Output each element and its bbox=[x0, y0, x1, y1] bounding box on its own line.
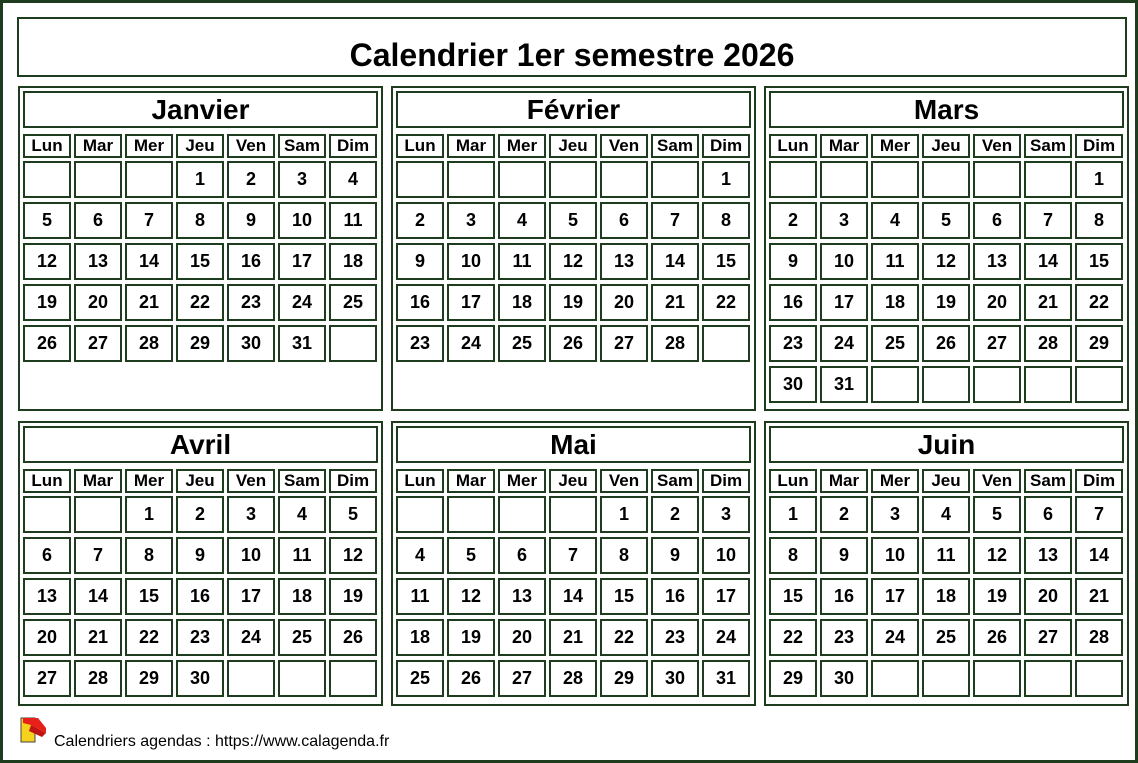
day-cell: 27 bbox=[74, 325, 122, 362]
day-cell: 26 bbox=[329, 619, 377, 656]
empty-day-cell bbox=[23, 496, 71, 533]
day-cell: 20 bbox=[973, 284, 1021, 321]
empty-day-cell bbox=[871, 660, 919, 697]
empty-day-cell bbox=[820, 161, 868, 198]
empty-day-cell bbox=[498, 496, 546, 533]
day-cell: 13 bbox=[23, 578, 71, 615]
weekday-header: Sam bbox=[278, 469, 326, 493]
day-cell: 17 bbox=[702, 578, 750, 615]
day-cell: 9 bbox=[651, 537, 699, 574]
month-name: Avril bbox=[23, 426, 378, 463]
day-cell: 7 bbox=[74, 537, 122, 574]
month-name: Juin bbox=[769, 426, 1124, 463]
day-cell: 17 bbox=[278, 243, 326, 280]
empty-day-cell bbox=[871, 161, 919, 198]
day-cell: 1 bbox=[176, 161, 224, 198]
day-cell: 14 bbox=[549, 578, 597, 615]
day-cell: 3 bbox=[227, 496, 275, 533]
day-cell: 6 bbox=[973, 202, 1021, 239]
day-cell: 1 bbox=[1075, 161, 1123, 198]
empty-day-cell bbox=[922, 366, 970, 403]
weekday-header: Dim bbox=[1075, 134, 1123, 158]
day-cell: 10 bbox=[447, 243, 495, 280]
day-cell: 5 bbox=[973, 496, 1021, 533]
day-cell: 7 bbox=[1075, 496, 1123, 533]
weekday-header: Lun bbox=[769, 134, 817, 158]
day-cell: 13 bbox=[1024, 537, 1072, 574]
day-cell: 5 bbox=[23, 202, 71, 239]
day-cell: 24 bbox=[820, 325, 868, 362]
weekday-header: Lun bbox=[23, 134, 71, 158]
day-cell: 13 bbox=[498, 578, 546, 615]
day-cell: 31 bbox=[702, 660, 750, 697]
day-cell: 27 bbox=[498, 660, 546, 697]
weekday-header: Dim bbox=[329, 469, 377, 493]
day-cell: 24 bbox=[871, 619, 919, 656]
weekday-header: Mar bbox=[820, 134, 868, 158]
weekday-header: Lun bbox=[23, 469, 71, 493]
month-1 bbox=[391, 86, 756, 411]
weekday-header: Jeu bbox=[922, 134, 970, 158]
day-cell: 24 bbox=[447, 325, 495, 362]
day-cell: 19 bbox=[23, 284, 71, 321]
empty-day-cell bbox=[125, 161, 173, 198]
month-2 bbox=[764, 86, 1129, 411]
day-cell: 10 bbox=[820, 243, 868, 280]
day-cell: 12 bbox=[329, 537, 377, 574]
day-cell: 8 bbox=[1075, 202, 1123, 239]
day-cell: 19 bbox=[922, 284, 970, 321]
day-cell: 8 bbox=[600, 537, 648, 574]
empty-day-cell bbox=[1075, 660, 1123, 697]
month-name: Mars bbox=[769, 91, 1124, 128]
weekday-header: Jeu bbox=[922, 469, 970, 493]
day-cell: 14 bbox=[1075, 537, 1123, 574]
day-cell: 10 bbox=[871, 537, 919, 574]
day-cell: 9 bbox=[176, 537, 224, 574]
empty-day-cell bbox=[23, 161, 71, 198]
day-cell: 6 bbox=[600, 202, 648, 239]
day-cell: 27 bbox=[600, 325, 648, 362]
day-cell: 24 bbox=[702, 619, 750, 656]
day-cell: 2 bbox=[396, 202, 444, 239]
day-cell: 11 bbox=[396, 578, 444, 615]
day-cell: 10 bbox=[702, 537, 750, 574]
month-name: Mai bbox=[396, 426, 751, 463]
day-cell: 5 bbox=[447, 537, 495, 574]
day-cell: 20 bbox=[74, 284, 122, 321]
day-cell: 8 bbox=[176, 202, 224, 239]
weekday-header: Jeu bbox=[176, 134, 224, 158]
day-cell: 11 bbox=[498, 243, 546, 280]
weekday-header: Dim bbox=[329, 134, 377, 158]
day-cell: 15 bbox=[600, 578, 648, 615]
weekday-header: Sam bbox=[1024, 134, 1072, 158]
weekday-header: Mar bbox=[447, 134, 495, 158]
day-cell: 19 bbox=[329, 578, 377, 615]
day-cell: 23 bbox=[176, 619, 224, 656]
day-cell: 25 bbox=[329, 284, 377, 321]
day-cell: 8 bbox=[125, 537, 173, 574]
day-cell: 29 bbox=[769, 660, 817, 697]
day-cell: 20 bbox=[498, 619, 546, 656]
day-cell: 8 bbox=[702, 202, 750, 239]
day-cell: 12 bbox=[922, 243, 970, 280]
weekday-header: Dim bbox=[702, 469, 750, 493]
weekday-header: Jeu bbox=[176, 469, 224, 493]
day-cell: 17 bbox=[871, 578, 919, 615]
day-cell: 19 bbox=[973, 578, 1021, 615]
day-cell: 13 bbox=[973, 243, 1021, 280]
footer-credit: Calendriers agendas : https://www.calagenda.fr bbox=[54, 733, 390, 750]
weekday-header: Sam bbox=[651, 469, 699, 493]
day-cell: 21 bbox=[74, 619, 122, 656]
weekday-header: Mer bbox=[125, 134, 173, 158]
day-cell: 24 bbox=[278, 284, 326, 321]
day-cell: 11 bbox=[871, 243, 919, 280]
day-cell: 31 bbox=[278, 325, 326, 362]
day-cell: 10 bbox=[227, 537, 275, 574]
day-cell: 4 bbox=[922, 496, 970, 533]
weekday-header: Mer bbox=[871, 134, 919, 158]
day-cell: 14 bbox=[1024, 243, 1072, 280]
day-cell: 14 bbox=[74, 578, 122, 615]
day-cell: 14 bbox=[651, 243, 699, 280]
day-cell: 17 bbox=[227, 578, 275, 615]
day-cell: 3 bbox=[820, 202, 868, 239]
month-3 bbox=[18, 421, 383, 706]
day-cell: 21 bbox=[1024, 284, 1072, 321]
weekday-header: Lun bbox=[396, 469, 444, 493]
day-cell: 22 bbox=[600, 619, 648, 656]
day-cell: 19 bbox=[447, 619, 495, 656]
day-cell: 21 bbox=[1075, 578, 1123, 615]
day-cell: 6 bbox=[74, 202, 122, 239]
day-cell: 20 bbox=[600, 284, 648, 321]
day-cell: 29 bbox=[176, 325, 224, 362]
day-cell: 5 bbox=[329, 496, 377, 533]
day-cell: 16 bbox=[820, 578, 868, 615]
weekday-header: Ven bbox=[600, 134, 648, 158]
weekday-header: Dim bbox=[1075, 469, 1123, 493]
day-cell: 9 bbox=[227, 202, 275, 239]
weekday-header: Lun bbox=[769, 469, 817, 493]
day-cell: 15 bbox=[1075, 243, 1123, 280]
day-cell: 26 bbox=[922, 325, 970, 362]
day-cell: 31 bbox=[820, 366, 868, 403]
day-cell: 24 bbox=[227, 619, 275, 656]
day-cell: 30 bbox=[227, 325, 275, 362]
empty-day-cell bbox=[227, 660, 275, 697]
day-cell: 29 bbox=[1075, 325, 1123, 362]
empty-day-cell bbox=[498, 161, 546, 198]
day-cell: 7 bbox=[549, 537, 597, 574]
day-cell: 6 bbox=[23, 537, 71, 574]
day-cell: 18 bbox=[498, 284, 546, 321]
day-cell: 10 bbox=[278, 202, 326, 239]
empty-day-cell bbox=[1024, 366, 1072, 403]
day-cell: 3 bbox=[702, 496, 750, 533]
day-cell: 30 bbox=[651, 660, 699, 697]
weekday-header: Mer bbox=[871, 469, 919, 493]
day-cell: 21 bbox=[549, 619, 597, 656]
day-cell: 12 bbox=[23, 243, 71, 280]
day-cell: 16 bbox=[176, 578, 224, 615]
weekday-header: Ven bbox=[227, 134, 275, 158]
empty-day-cell bbox=[973, 660, 1021, 697]
weekday-header: Sam bbox=[278, 134, 326, 158]
empty-day-cell bbox=[396, 161, 444, 198]
day-cell: 12 bbox=[447, 578, 495, 615]
day-cell: 21 bbox=[125, 284, 173, 321]
weekday-header: Jeu bbox=[549, 134, 597, 158]
day-cell: 26 bbox=[973, 619, 1021, 656]
weekday-header: Sam bbox=[1024, 469, 1072, 493]
empty-day-cell bbox=[1024, 161, 1072, 198]
day-cell: 1 bbox=[125, 496, 173, 533]
day-cell: 23 bbox=[396, 325, 444, 362]
day-cell: 3 bbox=[871, 496, 919, 533]
empty-day-cell bbox=[922, 161, 970, 198]
day-cell: 1 bbox=[702, 161, 750, 198]
day-cell: 9 bbox=[769, 243, 817, 280]
page-title: Calendrier 1er semestre 2026 bbox=[349, 37, 795, 73]
weekday-header: Mer bbox=[125, 469, 173, 493]
weekday-header: Mar bbox=[74, 134, 122, 158]
day-cell: 4 bbox=[278, 496, 326, 533]
day-cell: 25 bbox=[396, 660, 444, 697]
title-box bbox=[17, 17, 1127, 77]
month-4 bbox=[391, 421, 756, 706]
day-cell: 7 bbox=[1024, 202, 1072, 239]
day-cell: 30 bbox=[769, 366, 817, 403]
weekday-header: Mer bbox=[498, 469, 546, 493]
month-name: Février bbox=[396, 91, 751, 128]
day-cell: 23 bbox=[651, 619, 699, 656]
empty-day-cell bbox=[702, 325, 750, 362]
month-name: Janvier bbox=[23, 91, 378, 128]
day-cell: 28 bbox=[651, 325, 699, 362]
day-cell: 7 bbox=[125, 202, 173, 239]
empty-day-cell bbox=[549, 161, 597, 198]
day-cell: 28 bbox=[1075, 619, 1123, 656]
day-cell: 15 bbox=[125, 578, 173, 615]
empty-day-cell bbox=[447, 161, 495, 198]
day-cell: 18 bbox=[278, 578, 326, 615]
day-cell: 16 bbox=[227, 243, 275, 280]
month-5 bbox=[764, 421, 1129, 706]
weekday-header: Ven bbox=[973, 134, 1021, 158]
day-cell: 4 bbox=[329, 161, 377, 198]
day-cell: 2 bbox=[227, 161, 275, 198]
day-cell: 3 bbox=[278, 161, 326, 198]
empty-day-cell bbox=[871, 366, 919, 403]
day-cell: 5 bbox=[922, 202, 970, 239]
day-cell: 20 bbox=[23, 619, 71, 656]
day-cell: 8 bbox=[769, 537, 817, 574]
day-cell: 20 bbox=[1024, 578, 1072, 615]
day-cell: 18 bbox=[922, 578, 970, 615]
day-cell: 4 bbox=[498, 202, 546, 239]
weekday-header: Lun bbox=[396, 134, 444, 158]
day-cell: 23 bbox=[227, 284, 275, 321]
day-cell: 17 bbox=[820, 284, 868, 321]
weekday-header: Mar bbox=[74, 469, 122, 493]
day-cell: 28 bbox=[125, 325, 173, 362]
day-cell: 13 bbox=[74, 243, 122, 280]
day-cell: 28 bbox=[74, 660, 122, 697]
day-cell: 5 bbox=[549, 202, 597, 239]
day-cell: 11 bbox=[922, 537, 970, 574]
day-cell: 2 bbox=[176, 496, 224, 533]
weekday-header: Mar bbox=[447, 469, 495, 493]
day-cell: 13 bbox=[600, 243, 648, 280]
day-cell: 21 bbox=[651, 284, 699, 321]
day-cell: 27 bbox=[23, 660, 71, 697]
day-cell: 4 bbox=[871, 202, 919, 239]
empty-day-cell bbox=[973, 161, 1021, 198]
empty-day-cell bbox=[549, 496, 597, 533]
day-cell: 30 bbox=[176, 660, 224, 697]
empty-day-cell bbox=[1024, 660, 1072, 697]
day-cell: 22 bbox=[1075, 284, 1123, 321]
day-cell: 28 bbox=[549, 660, 597, 697]
day-cell: 2 bbox=[820, 496, 868, 533]
day-cell: 1 bbox=[600, 496, 648, 533]
day-cell: 22 bbox=[702, 284, 750, 321]
day-cell: 15 bbox=[176, 243, 224, 280]
day-cell: 18 bbox=[396, 619, 444, 656]
day-cell: 2 bbox=[651, 496, 699, 533]
day-cell: 11 bbox=[329, 202, 377, 239]
day-cell: 2 bbox=[769, 202, 817, 239]
empty-day-cell bbox=[651, 161, 699, 198]
day-cell: 18 bbox=[871, 284, 919, 321]
weekday-header: Mar bbox=[820, 469, 868, 493]
day-cell: 27 bbox=[1024, 619, 1072, 656]
day-cell: 16 bbox=[396, 284, 444, 321]
weekday-header: Sam bbox=[651, 134, 699, 158]
day-cell: 30 bbox=[820, 660, 868, 697]
weekday-header: Mer bbox=[498, 134, 546, 158]
day-cell: 18 bbox=[329, 243, 377, 280]
day-cell: 22 bbox=[125, 619, 173, 656]
day-cell: 28 bbox=[1024, 325, 1072, 362]
weekday-header: Jeu bbox=[549, 469, 597, 493]
day-cell: 27 bbox=[973, 325, 1021, 362]
weekday-header: Dim bbox=[702, 134, 750, 158]
empty-day-cell bbox=[1075, 366, 1123, 403]
day-cell: 22 bbox=[176, 284, 224, 321]
empty-day-cell bbox=[447, 496, 495, 533]
day-cell: 19 bbox=[549, 284, 597, 321]
calendar-logo-icon bbox=[19, 715, 49, 747]
empty-day-cell bbox=[329, 660, 377, 697]
empty-day-cell bbox=[922, 660, 970, 697]
day-cell: 17 bbox=[447, 284, 495, 321]
day-cell: 7 bbox=[651, 202, 699, 239]
weekday-header: Ven bbox=[973, 469, 1021, 493]
day-cell: 16 bbox=[651, 578, 699, 615]
day-cell: 16 bbox=[769, 284, 817, 321]
day-cell: 9 bbox=[820, 537, 868, 574]
day-cell: 3 bbox=[447, 202, 495, 239]
empty-day-cell bbox=[329, 325, 377, 362]
empty-day-cell bbox=[396, 496, 444, 533]
weekday-header: Ven bbox=[227, 469, 275, 493]
day-cell: 25 bbox=[871, 325, 919, 362]
day-cell: 9 bbox=[396, 243, 444, 280]
day-cell: 6 bbox=[1024, 496, 1072, 533]
day-cell: 25 bbox=[278, 619, 326, 656]
day-cell: 25 bbox=[498, 325, 546, 362]
day-cell: 29 bbox=[125, 660, 173, 697]
empty-day-cell bbox=[769, 161, 817, 198]
empty-day-cell bbox=[74, 161, 122, 198]
day-cell: 22 bbox=[769, 619, 817, 656]
day-cell: 1 bbox=[769, 496, 817, 533]
day-cell: 23 bbox=[820, 619, 868, 656]
day-cell: 29 bbox=[600, 660, 648, 697]
empty-day-cell bbox=[973, 366, 1021, 403]
day-cell: 14 bbox=[125, 243, 173, 280]
day-cell: 6 bbox=[498, 537, 546, 574]
day-cell: 4 bbox=[396, 537, 444, 574]
day-cell: 25 bbox=[922, 619, 970, 656]
empty-day-cell bbox=[600, 161, 648, 198]
empty-day-cell bbox=[278, 660, 326, 697]
day-cell: 12 bbox=[549, 243, 597, 280]
day-cell: 23 bbox=[769, 325, 817, 362]
day-cell: 26 bbox=[23, 325, 71, 362]
month-0 bbox=[18, 86, 383, 411]
day-cell: 15 bbox=[702, 243, 750, 280]
day-cell: 15 bbox=[769, 578, 817, 615]
weekday-header: Ven bbox=[600, 469, 648, 493]
day-cell: 12 bbox=[973, 537, 1021, 574]
day-cell: 26 bbox=[447, 660, 495, 697]
day-cell: 26 bbox=[549, 325, 597, 362]
empty-day-cell bbox=[74, 496, 122, 533]
day-cell: 11 bbox=[278, 537, 326, 574]
